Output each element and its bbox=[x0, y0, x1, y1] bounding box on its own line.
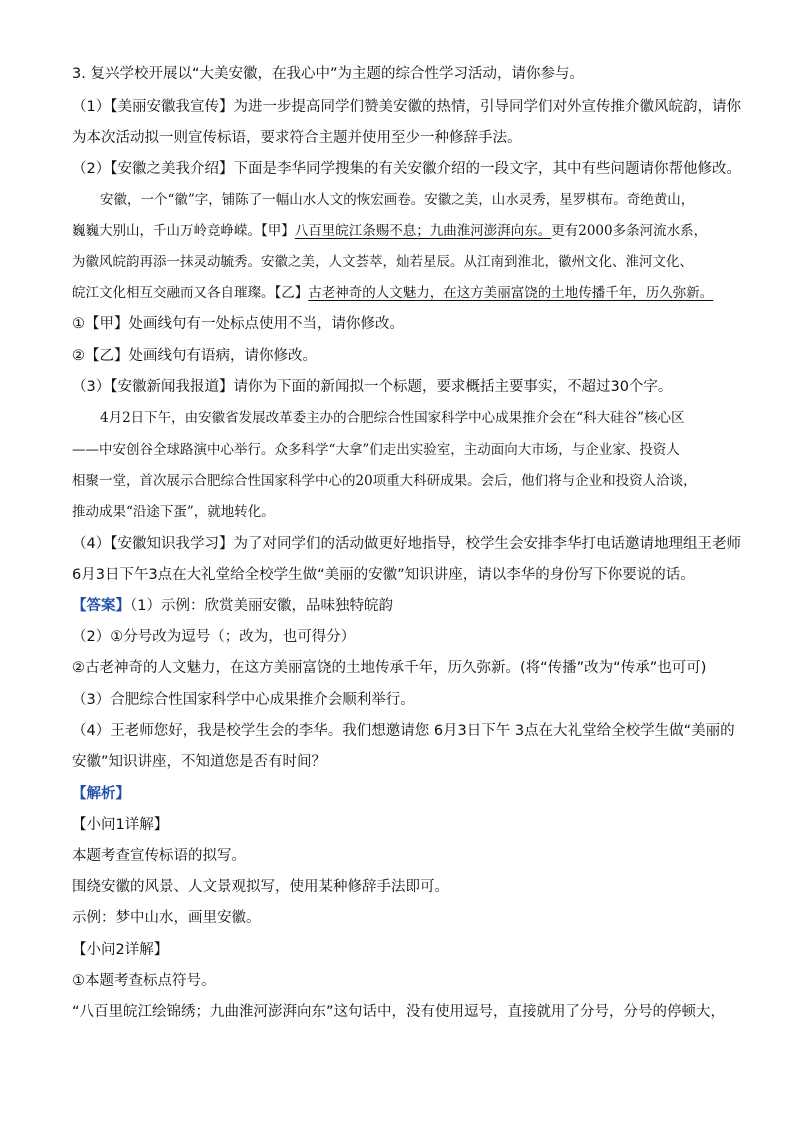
q4-line2: 6月3日下午3点在大礼堂给全校学生做“美丽的安徽”知识讲座，请以李华的身份写下你要说的话。 bbox=[72, 567, 695, 583]
sub-question-1: ①【甲】处画线句有一处标点使用不当，请你修改。 bbox=[72, 316, 404, 332]
analysis-sub1-line2: 围绕安徽的风景、人文景观拟写，使用某种修辞手法即可。 bbox=[72, 879, 449, 895]
news-line2: ——中安创谷全球路演中心举行。众多科学“大拿”们走出实验室，主动面向大市场，与企业家、投资人 bbox=[72, 442, 680, 458]
question-stem: 3. 复兴学校开展以“大美安徽，在我心中”为主题的综合性学习活动，请你参与。 bbox=[72, 66, 584, 82]
passage-line1: 安徽，一个“徽”字，铺陈了一幅山水人文的恢宏画卷。安徽之美，山水灵秀，星罗棋布。奇绝黄山， bbox=[100, 192, 695, 208]
q2-line1: （2）【安徽之美我介绍】下面是李华同学搜集的有关安徽介绍的一段文字，其中有些问题请你帮他修改。 bbox=[72, 161, 741, 177]
q1-line2: 为本次活动拟一则宣传标语，要求符合主题并使用至少一种修辞手法。 bbox=[72, 130, 522, 146]
answer-2: （2）①分号改为逗号（；改为，也可得分） bbox=[72, 629, 356, 645]
analysis-sub2-line2: “八百里皖江绘锦绣；九曲淮河澎湃向东”这句话中，没有使用逗号，直接就用了分号，分号的停顿大， bbox=[72, 1004, 726, 1020]
answer-block bbox=[72, 596, 732, 616]
q3-line1: （3）【安徽新闻我报道】请你为下面的新闻拟一个标题，要求概括主要事实，不超过30个字。 bbox=[72, 379, 673, 395]
analysis-sub2-title: 【小问2详解】 bbox=[72, 942, 169, 958]
answer-4-line2: 安徽”知识讲座，不知道您是否有时间？ bbox=[72, 754, 327, 770]
answer-4-line1: （4）王老师您好，我是校学生会的李华。我们想邀请您 6月3日下午 3点在大礼堂给全校学生做“美丽的 bbox=[72, 723, 735, 739]
sub-question-2: ②【乙】处画线句有语病，请你修改。 bbox=[72, 348, 317, 364]
answer-label: 【答案】 bbox=[72, 598, 130, 614]
analysis-sub1-line3: 示例：梦中山水，画里安徽。 bbox=[72, 910, 261, 926]
passage-line3: 为徽风皖韵再添一抹灵动毓秀。安徽之美，人文荟萃，灿若星辰。从江南到淮北，徽州文化、淮河文化、 bbox=[72, 254, 693, 270]
answer-1: （1）示例：欣赏美丽安徽，品味独特皖韵 bbox=[130, 598, 393, 614]
answer-2b: ②古老神奇的人文魅力，在这方美丽富饶的土地传承千年，历久弥新。(将“传播”改为“传承”也可可) bbox=[72, 660, 707, 676]
passage-line2-pre: 巍巍大别山，千山万岭竞峥嵘。【甲】 bbox=[72, 223, 295, 239]
analysis-sub1-title: 【小问1详解】 bbox=[72, 817, 169, 833]
passage-line4-pre: 皖江文化相互交融而又各自璀璨。【乙】 bbox=[72, 285, 309, 301]
news-line3: 相聚一堂，首次展示合肥综合性国家科学中心的20项重大科研成果。会后，他们将与企业和投资人洽谈， bbox=[72, 473, 697, 489]
analysis-sub1-line1: 本题考查宣传标语的拟写。 bbox=[72, 848, 246, 864]
news-line1: 4月2日下午，由安徽省发展改革委主办的合肥综合性国家科学中心成果推介会在“科大硅谷”核心区 bbox=[100, 410, 685, 426]
analysis-label: 【解析】 bbox=[72, 786, 130, 802]
q1-line1: （1）【美丽安徽我宣传】为进一步提高同学们赞美安徽的热情，引导同学们对外宣传推介徽风皖韵，请你 bbox=[72, 99, 741, 115]
answer-3: （3）合肥综合性国家科学中心成果推介会顺利举行。 bbox=[72, 692, 415, 708]
underlined-sentence-yi: 古老神奇的人文魅力，在这方美丽富饶的土地传播千年，历久弥新。 bbox=[308, 285, 714, 301]
passage-line2 bbox=[72, 221, 732, 241]
passage-line4 bbox=[72, 283, 732, 303]
underlined-sentence-jia: 八百里皖江条赐不息；九曲淮河澎湃向东。 bbox=[294, 223, 552, 239]
news-line4: 推动成果“沿途下蛋”，就地转化。 bbox=[72, 504, 275, 520]
q4-line1: （4）【安徽知识我学习】为了对同学们的活动做更好地指导，校学生会安排李华打电话邀请地理组王老师 bbox=[72, 536, 741, 552]
analysis-sub2-line1: ①本题考查标点符号。 bbox=[72, 973, 216, 989]
passage-line2-post: 更有2000多条河流水系， bbox=[551, 223, 708, 239]
